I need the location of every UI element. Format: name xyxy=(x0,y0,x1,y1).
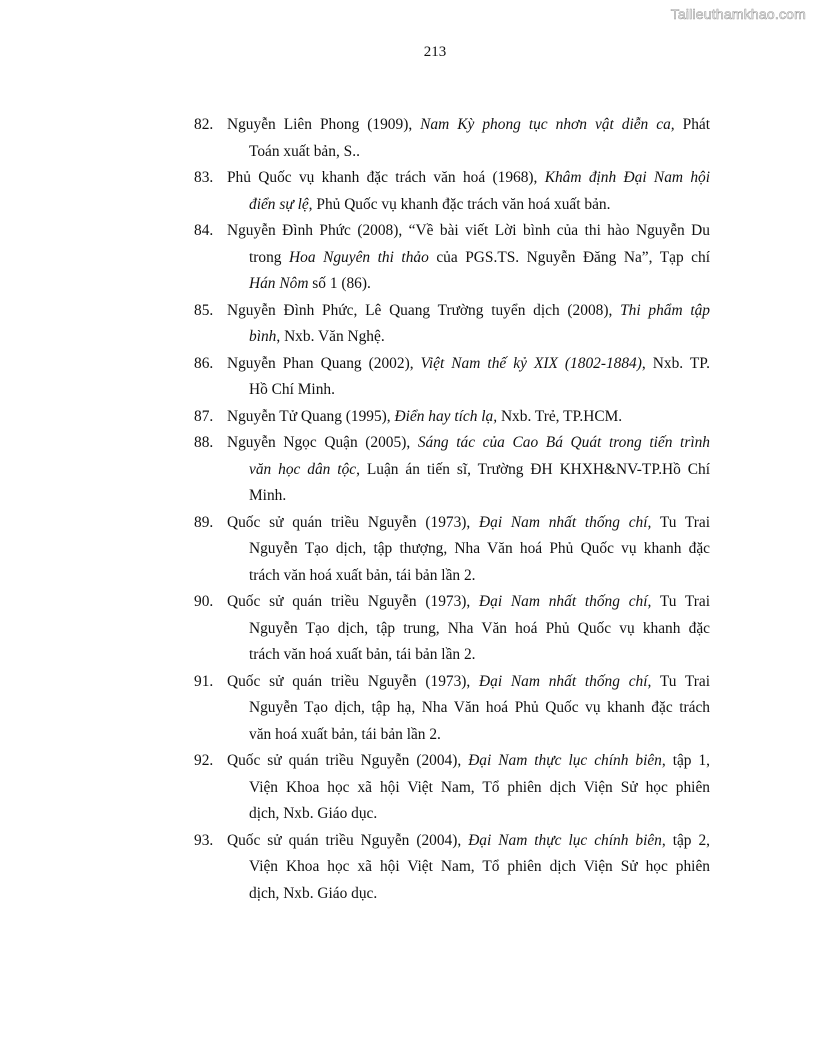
reference-title: Khâm định Đại Nam hội xyxy=(544,169,711,186)
reference-segment: Minh. xyxy=(249,487,287,504)
reference-segment: Nguyễn Phan Quang (2002), xyxy=(227,354,421,372)
reference-number: 90. xyxy=(194,593,214,610)
reference-line xyxy=(227,589,710,616)
reference-segment: , Luận án tiến sĩ, Trường ĐH KHXH&NV-TP.Hồ Chí xyxy=(356,460,711,478)
reference-segment: Tu Trai xyxy=(651,672,710,690)
reference-line xyxy=(227,801,710,828)
reference-segment: của PGS.TS. Nguyễn Đăng Na”, Tạp chí xyxy=(428,248,710,266)
reference-line xyxy=(227,298,710,325)
reference-segment: , Nxb. Văn Nghệ. xyxy=(276,328,385,345)
reference-line xyxy=(227,377,710,404)
reference-title: Đại Nam nhất thống chí, xyxy=(479,593,652,610)
reference-line xyxy=(227,748,710,775)
reference-line xyxy=(227,642,710,669)
reference-number: 88. xyxy=(194,434,214,451)
reference-segment: Quốc sử quán triều Nguyễn (1973), xyxy=(227,513,480,531)
reference-text xyxy=(227,218,710,298)
reference-segment: Toán xuất bản, S.. xyxy=(249,142,360,160)
reference-item xyxy=(194,669,710,749)
reference-title: điển sự lệ, xyxy=(249,195,313,213)
reference-number: 92. xyxy=(194,752,214,769)
reference-segment: Phủ Quốc vụ khanh đặc trách văn hoá xuất bản. xyxy=(312,195,611,213)
reference-title: Việt Nam thế kỷ XIX (1802-1884) xyxy=(420,354,642,372)
reference-segment: , tập 1, xyxy=(661,752,710,769)
reference-segment: dịch, Nxb. Giáo dục. xyxy=(249,884,378,902)
reference-text xyxy=(227,828,710,908)
reference-item xyxy=(194,510,710,590)
reference-line xyxy=(227,536,710,563)
reference-line xyxy=(227,775,710,802)
reference-line xyxy=(227,404,710,431)
reference-line xyxy=(227,192,710,219)
reference-segment: Phát xyxy=(674,116,710,133)
reference-segment: Nguyễn Liên Phong (1909), xyxy=(227,116,421,133)
reference-segment: Nguyễn Tạo dịch, tập hạ, Nha Văn hoá Phủ Quốc vụ khanh đặc trách xyxy=(249,699,710,716)
reference-text xyxy=(227,589,710,669)
reference-segment: số 1 (86). xyxy=(308,275,371,292)
reference-item xyxy=(194,589,710,669)
reference-line xyxy=(227,112,710,139)
reference-list xyxy=(194,112,710,907)
reference-line xyxy=(227,483,710,510)
reference-segment: , tập 2, xyxy=(661,831,710,849)
reference-segment: Nxb. Trẻ, TP.HCM. xyxy=(497,407,623,425)
reference-segment: trong xyxy=(249,248,290,266)
reference-segment: Viện Khoa học xã hội Việt Nam, Tổ phiên dịch Viện Sử học phiên xyxy=(249,858,710,875)
reference-segment: văn hoá xuất bản, tái bản lần 2. xyxy=(249,725,441,743)
reference-title: Điển hay tích lạ, xyxy=(394,407,498,425)
reference-line xyxy=(227,165,710,192)
reference-line xyxy=(227,616,710,643)
reference-item xyxy=(194,218,710,298)
reference-line xyxy=(227,695,710,722)
reference-number: 82. xyxy=(194,116,214,133)
page-number: 213 xyxy=(423,44,447,60)
reference-item xyxy=(194,828,710,908)
reference-number: 85. xyxy=(194,301,214,319)
reference-line xyxy=(227,722,710,749)
reference-segment: Quốc sử quán triều Nguyễn (2004), xyxy=(227,831,469,849)
reference-number: 91. xyxy=(194,672,214,690)
reference-line xyxy=(227,854,710,881)
reference-item xyxy=(194,351,710,404)
reference-number: 86. xyxy=(194,354,214,372)
reference-title: bình xyxy=(249,328,277,345)
reference-segment: Phủ Quốc vụ khanh đặc trách văn hoá (1968), xyxy=(227,169,545,186)
reference-segment: Quốc sử quán triều Nguyễn (1973), xyxy=(227,593,480,610)
reference-line xyxy=(227,563,710,590)
reference-text xyxy=(227,165,710,218)
reference-item xyxy=(194,112,710,165)
reference-title: Đại Nam nhất thống chí, xyxy=(479,513,652,531)
reference-line xyxy=(227,430,710,457)
reference-segment: Quốc sử quán triều Nguyễn (2004), xyxy=(227,752,469,769)
reference-text xyxy=(227,669,710,749)
reference-title: Đại Nam nhất thống chí, xyxy=(479,672,652,690)
reference-segment: trách văn hoá xuất bản, tái bản lần 2. xyxy=(249,566,476,584)
reference-segment: Nguyễn Đình Phức, Lê Quang Trường tuyển dịch (2008), xyxy=(227,301,621,319)
reference-segment: Quốc sử quán triều Nguyễn (1973), xyxy=(227,672,480,690)
watermark: Tailieuthamkhao.com xyxy=(670,6,806,22)
reference-text xyxy=(227,748,710,828)
reference-text xyxy=(227,510,710,590)
reference-line xyxy=(227,324,710,351)
reference-text xyxy=(227,430,710,510)
reference-line xyxy=(227,669,710,696)
reference-text xyxy=(227,351,710,404)
reference-line xyxy=(227,271,710,298)
reference-item xyxy=(194,298,710,351)
reference-number: 87. xyxy=(194,407,214,425)
reference-title: văn học dân tộc xyxy=(249,460,357,478)
reference-segment: Nguyễn Tử Quang (1995), xyxy=(227,407,395,425)
reference-segment: dịch, Nxb. Giáo dục. xyxy=(249,805,378,822)
reference-number: 84. xyxy=(194,222,214,239)
reference-segment: Tu Trai xyxy=(651,513,710,531)
reference-item xyxy=(194,430,710,510)
reference-segment: Hồ Chí Minh. xyxy=(249,381,335,398)
reference-text xyxy=(227,404,710,431)
reference-segment: Nguyễn Tạo dịch, tập trung, Nha Văn hoá Phủ Quốc vụ khanh đặc xyxy=(249,619,710,637)
reference-line xyxy=(227,245,710,272)
reference-number: 89. xyxy=(194,513,214,531)
reference-line xyxy=(227,828,710,855)
reference-item xyxy=(194,748,710,828)
reference-segment: Nguyễn Ngọc Quận (2005), xyxy=(227,434,418,451)
reference-number: 93. xyxy=(194,831,214,849)
reference-title: Sáng tác của Cao Bá Quát trong tiến trình xyxy=(417,434,710,451)
reference-segment: trách văn hoá xuất bản, tái bản lần 2. xyxy=(249,646,476,663)
reference-segment: Viện Khoa học xã hội Việt Nam, Tổ phiên dịch Viện Sử học phiên xyxy=(249,778,710,796)
reference-text xyxy=(227,112,710,165)
reference-title: Thi phẩm tập xyxy=(620,301,711,319)
reference-text xyxy=(227,298,710,351)
reference-title: Hán Nôm xyxy=(249,275,309,292)
reference-title: Đại Nam thực lục chính biên xyxy=(468,752,662,769)
reference-item xyxy=(194,165,710,218)
reference-title: Nam Kỳ phong tục nhơn vật diễn ca, xyxy=(420,116,675,133)
reference-segment: Tu Trai xyxy=(651,593,710,610)
reference-line xyxy=(227,351,710,378)
reference-title: Hoa Nguyên thi thảo xyxy=(289,248,429,266)
reference-line xyxy=(227,218,710,245)
reference-segment: Nguyễn Đình Phức (2008), “Về bài viết Lời bình của thi hào Nguyễn Du xyxy=(227,222,710,239)
reference-line xyxy=(227,139,710,166)
reference-segment: Nguyễn Tạo dịch, tập thượng, Nha Văn hoá Phủ Quốc vụ khanh đặc xyxy=(249,540,710,557)
reference-title: Đại Nam thực lục chính biên xyxy=(468,831,662,849)
reference-item xyxy=(194,404,710,431)
reference-line xyxy=(227,881,710,908)
reference-line xyxy=(227,510,710,537)
reference-segment: , Nxb. TP. xyxy=(641,354,710,372)
reference-number: 83. xyxy=(194,169,214,186)
reference-line xyxy=(227,457,710,484)
